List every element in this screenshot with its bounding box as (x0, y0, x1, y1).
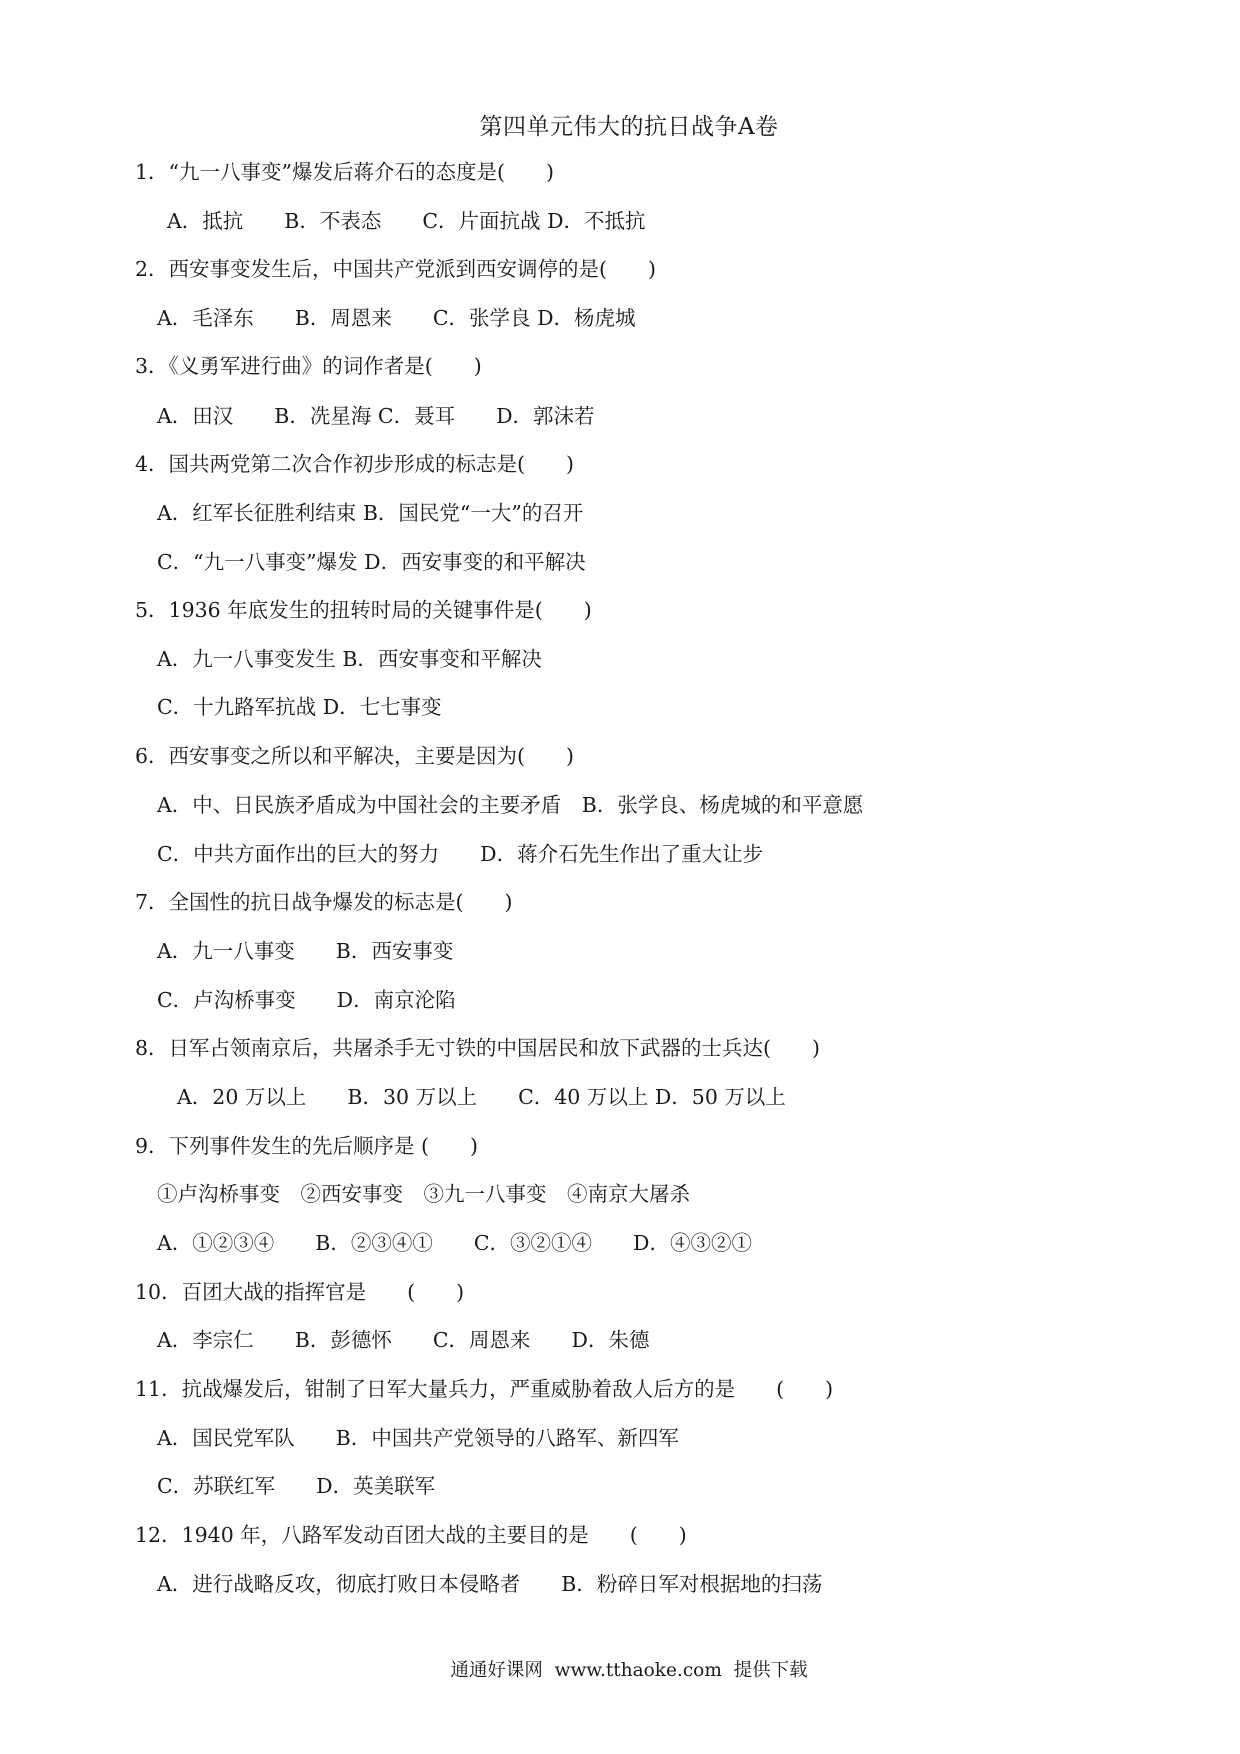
question-5-options-2: C．十九路军抗战 D．七七事变 (157, 695, 442, 719)
question-11-options-1: A．国民党军队 B．中国共产党领导的八路军、新四军 (157, 1426, 679, 1450)
question-9-stem: 9．下列事件发生的先后顺序是 ( ) (135, 1134, 479, 1158)
question-8-options: A．20 万以上 B．30 万以上 C．40 万以上 D．50 万以上 (177, 1085, 786, 1109)
question-11-stem: 11．抗战爆发后，钳制了日军大量兵力，严重威胁着敌人后方的是 ( ) (135, 1377, 834, 1401)
question-4-options-2: C．“九一八事变”爆发 D．西安事变的和平解决 (157, 550, 586, 574)
question-9-events: ①卢沟桥事变 ②西安事变 ③九一八事变 ④南京大屠杀 (157, 1182, 690, 1206)
question-12-stem: 12．1940 年，八路军发动百团大战的主要目的是 ( ) (135, 1523, 687, 1547)
question-2-options: A．毛泽东 B．周恩来 C．张学良 D．杨虎城 (157, 306, 636, 330)
question-8-stem: 8．日军占领南京后，共屠杀手无寸铁的中国居民和放下武器的士兵达( ) (135, 1036, 821, 1060)
question-3-options: A．田汉 B．冼星海 C．聂耳 D．郭沫若 (157, 404, 595, 428)
question-12-options: A．进行战略反攻，彻底打败日本侵略者 B．粉碎日军对根据地的扫荡 (157, 1572, 823, 1596)
question-11-options-2: C．苏联红军 D．英美联军 (157, 1474, 436, 1498)
question-6-options-2: C．中共方面作出的巨大的努力 D．蒋介石先生作出了重大让步 (157, 842, 764, 866)
question-2-stem: 2．西安事变发生后，中国共产党派到西安调停的是( ) (135, 257, 657, 281)
question-10-options: A．李宗仁 B．彭德怀 C．周恩来 D．朱德 (157, 1328, 650, 1352)
question-9-options: A．①②③④ B．②③④① C．③②①④ D．④③②① (157, 1231, 752, 1255)
question-3-stem: 3．《义勇军进行曲》的词作者是( ) (135, 354, 482, 378)
page-title: 第四单元伟大的抗日战争A卷 (479, 114, 779, 140)
question-7-options-1: A．九一八事变 B．西安事变 (157, 939, 454, 963)
question-1-options: A．抵抗 B．不表态 C．片面抗战 D．不抵抗 (167, 209, 646, 233)
question-6-options-1: A．中、日民族矛盾成为中国社会的主要矛盾 B．张学良、杨虎城的和平意愿 (157, 793, 864, 817)
question-10-stem: 10．百团大战的指挥官是 ( ) (135, 1280, 465, 1304)
page-footer: 通通好课网 www.tthaoke.com 提供下载 (450, 1660, 808, 1681)
question-7-stem: 7．全国性的抗日战争爆发的标志是( ) (135, 890, 513, 914)
question-4-stem: 4．国共两党第二次合作初步形成的标志是( ) (135, 452, 575, 476)
question-5-options-1: A．九一八事变发生 B．西安事变和平解决 (157, 647, 542, 671)
question-4-options-1: A．红军长征胜利结束 B．国民党“一大”的召开 (157, 501, 584, 525)
question-7-options-2: C．卢沟桥事变 D．南京沦陷 (157, 988, 456, 1012)
question-1-stem: 1．“九一八事变”爆发后蒋介石的态度是( ) (135, 160, 554, 184)
question-6-stem: 6．西安事变之所以和平解决，主要是因为( ) (135, 744, 575, 768)
question-5-stem: 5．1936 年底发生的扭转时局的关键事件是( ) (135, 598, 592, 622)
